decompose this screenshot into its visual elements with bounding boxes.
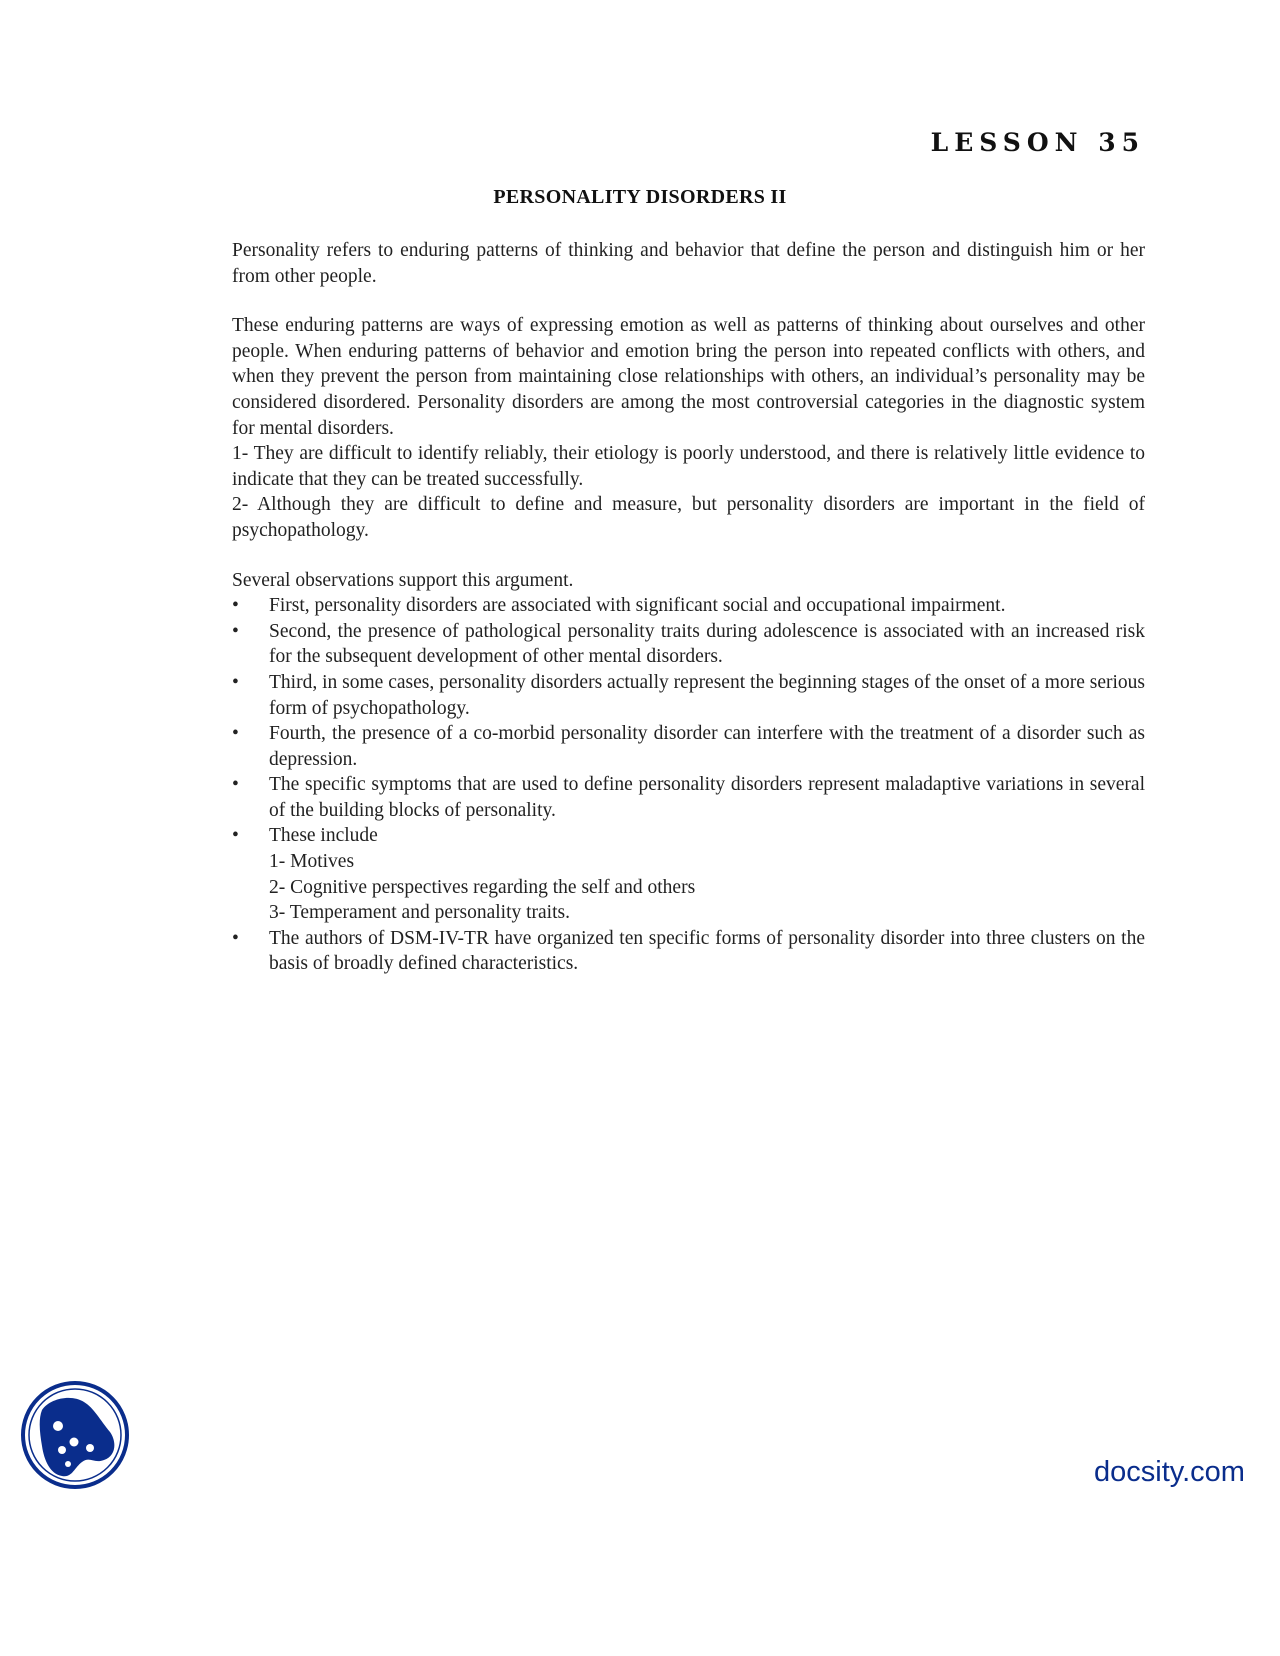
list-item xyxy=(232,823,1145,925)
paragraph-point-2: 2- Although they are difficult to define and measure, but personality disorders are important in the field of psychopathology. xyxy=(232,494,1145,541)
list-item xyxy=(232,721,1145,772)
paragraph-intro: Personality refers to enduring patterns of thinking and behavior that define the person and distinguish him or her from other people. xyxy=(232,240,1145,287)
document-body xyxy=(232,238,1145,977)
paragraph-observations: Several observations support this argument. xyxy=(232,569,574,591)
list-item xyxy=(232,926,1145,977)
bullet-icon: • xyxy=(232,723,239,745)
lesson-header: LESSON 35 xyxy=(930,128,1145,157)
sub-item-motives: 1- Motives xyxy=(269,851,355,873)
bullet-text: The specific symptoms that are used to define personality disorders represent maladaptive variations in several of the building blocks of personality. xyxy=(269,774,1145,821)
docsity-logo-icon[interactable] xyxy=(20,1380,130,1490)
bullet-icon: • xyxy=(232,671,239,693)
list-item xyxy=(232,670,1145,721)
bullet-text: These include xyxy=(269,825,378,847)
bullet-text: First, personality disorders are associated with significant social and occupational impairment. xyxy=(269,595,1006,617)
bullet-icon: • xyxy=(232,774,239,796)
docsity-brand-link[interactable]: docsity.com xyxy=(1094,1456,1245,1488)
bullet-icon: • xyxy=(232,620,239,642)
sub-item-cognitive: 2- Cognitive perspectives regarding the self and others xyxy=(269,876,696,898)
list-item xyxy=(232,619,1145,670)
list-item xyxy=(232,772,1145,823)
bullet-icon: • xyxy=(232,927,239,949)
paragraph-point-1: 1- They are difficult to identify reliably, their etiology is poorly understood, and there is relatively little evidence to indicate that they can be treated successfully. xyxy=(232,443,1145,490)
bullet-text: Fourth, the presence of a co-morbid personality disorder can interfere with the treatment of a disorder such as depression. xyxy=(269,723,1145,770)
sub-item-temperament: 3- Temperament and personality traits. xyxy=(269,902,570,924)
list-item xyxy=(232,593,1145,619)
bullet-icon: • xyxy=(232,595,239,617)
page-title: PERSONALITY DISORDERS II xyxy=(493,186,787,208)
bullet-text: Second, the presence of pathological personality traits during adolescence is associated with an increased risk for the subsequent development of other mental disorders. xyxy=(269,620,1145,668)
paragraph-patterns: These enduring patterns are ways of expressing emotion as well as patterns of thinking about ourselves and other people. When enduring patterns of behavior and emotion bring the person into repeated conflicts with others, and when they prevent the person from maintaining close relationships with others, an individual’s personality may be considered disordered. Personality disorders are among the most controversial categories in the diagnostic system for mental disorders. xyxy=(232,315,1145,439)
bullet-text: The authors of DSM-IV-TR have organized ten specific forms of personality disorder into three clusters on the basis of broadly defined characteristics. xyxy=(269,927,1145,975)
bullet-icon: • xyxy=(232,825,239,847)
bullet-list xyxy=(232,593,1145,977)
bullet-text: Third, in some cases, personality disorders actually represent the beginning stages of the onset of a more serious form of psychopathology. xyxy=(269,671,1145,719)
